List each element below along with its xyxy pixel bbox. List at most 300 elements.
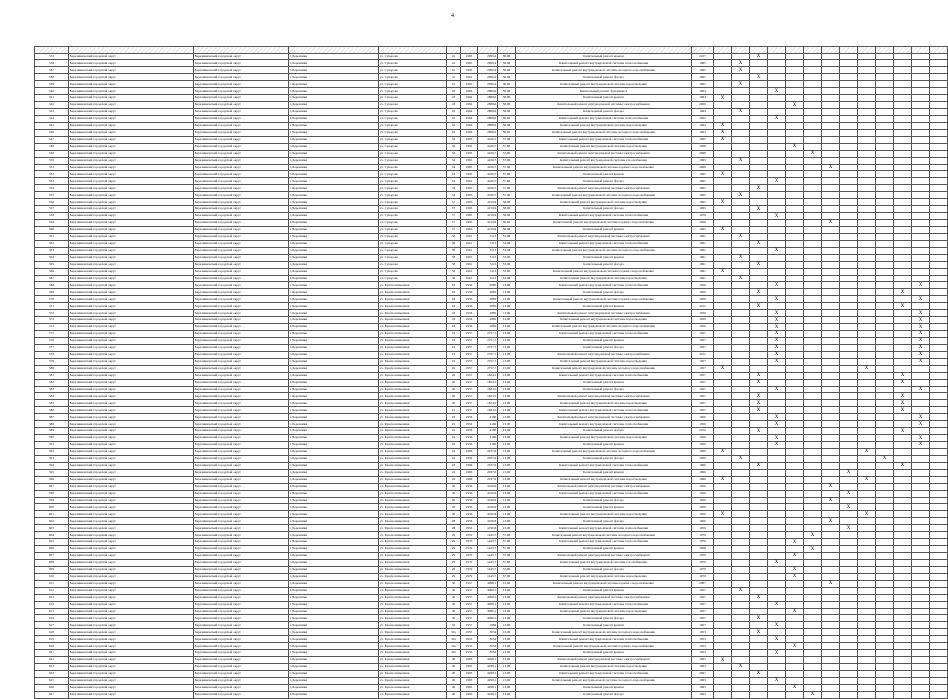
period-cell — [732, 95, 750, 102]
cell-area: 5113 — [478, 275, 498, 282]
cell-city: г. Березники — [289, 497, 379, 504]
period-cell — [840, 684, 858, 691]
cell-area: 2999,4 — [478, 60, 498, 67]
period-cell — [894, 178, 912, 185]
cell-house: 30 — [447, 580, 461, 587]
period-mark: X — [804, 150, 822, 157]
cell-district: Березниковский городской округ — [69, 351, 194, 358]
cell-plan-year: 1961 — [692, 233, 714, 240]
cell-row-number: 607 — [35, 553, 69, 560]
cell-settlement: Березниковский городской округ — [194, 143, 289, 150]
cell-year: 1965 — [461, 143, 478, 150]
cell-city: г. Березники — [289, 469, 379, 476]
cell-year: 1963 — [461, 677, 478, 684]
cell-house: 18 — [447, 317, 461, 324]
cell-area: 2888,6 — [478, 102, 498, 109]
cell-year: 1979 — [461, 546, 478, 553]
cell-year: 1966 — [461, 455, 478, 462]
cell-settlement: Березниковский городской округ — [194, 372, 289, 379]
cell-street: ул. Краснознаменная — [379, 594, 447, 601]
cell-city: г. Березники — [289, 629, 379, 636]
period-cell — [786, 594, 804, 601]
cell-plan-year: 1957 — [692, 386, 714, 393]
period-cell — [750, 622, 768, 629]
cell-plan-year: 1957 — [692, 344, 714, 351]
cell-fraction: 13,06 — [498, 344, 516, 351]
period-cell — [804, 282, 822, 289]
cell-year: 1953 — [461, 636, 478, 643]
cell-fraction: 58,06 — [498, 74, 516, 81]
period-mark: X — [714, 199, 732, 206]
period-cell — [876, 504, 894, 511]
period-cell — [930, 233, 948, 240]
cell-city: г. Березники — [289, 226, 379, 233]
period-cell — [804, 220, 822, 227]
period-cell — [804, 129, 822, 136]
period-cell — [894, 532, 912, 539]
period-cell — [786, 247, 804, 254]
period-cell — [876, 483, 894, 490]
cell-year: 1957 — [461, 615, 478, 622]
cell-plan-year: 1956 — [692, 435, 714, 442]
period-cell — [804, 636, 822, 643]
period-cell — [804, 670, 822, 677]
period-cell — [840, 122, 858, 129]
cell-district: Березниковский городской округ — [69, 407, 194, 414]
period-cell — [930, 81, 948, 88]
period-cell — [840, 580, 858, 587]
period-cell — [858, 462, 876, 469]
cell-district: Березниковский городской округ — [69, 74, 194, 81]
period-cell — [858, 358, 876, 365]
period-cell — [858, 337, 876, 344]
period-cell — [894, 296, 912, 303]
cell-settlement: Березниковский городской округ — [194, 622, 289, 629]
period-cell — [912, 164, 930, 171]
period-cell — [804, 559, 822, 566]
period-cell — [858, 303, 876, 310]
period-cell — [930, 629, 948, 636]
cell-row-number: 619 — [35, 636, 69, 643]
period-cell — [732, 324, 750, 331]
period-cell — [894, 81, 912, 88]
period-cell — [768, 455, 786, 462]
cell-city: г. Березники — [289, 587, 379, 594]
period-cell — [714, 220, 732, 227]
period-cell — [750, 455, 768, 462]
period-mark: X — [894, 372, 912, 379]
cell-plan-year: 1957 — [692, 594, 714, 601]
period-cell — [714, 109, 732, 116]
period-cell — [822, 213, 840, 220]
period-cell — [714, 462, 732, 469]
period-cell — [930, 414, 948, 421]
period-cell — [732, 580, 750, 587]
cell-settlement: Березниковский городской округ — [194, 677, 289, 684]
period-mark: X — [714, 129, 732, 136]
cell-settlement: Березниковский городской округ — [194, 483, 289, 490]
cell-district: Березниковский городской округ — [69, 53, 194, 60]
period-cell — [714, 337, 732, 344]
period-cell — [768, 143, 786, 150]
period-cell — [804, 289, 822, 296]
period-cell — [804, 74, 822, 81]
period-cell — [930, 483, 948, 490]
period-cell — [786, 442, 804, 449]
cell-city: г. Березники — [289, 559, 379, 566]
period-cell — [912, 594, 930, 601]
period-cell — [732, 497, 750, 504]
cell-settlement: Березниковский городской округ — [194, 455, 289, 462]
cell-city: г. Березники — [289, 282, 379, 289]
cell-settlement: Березниковский городской округ — [194, 490, 289, 497]
cell-fraction: 13,06 — [498, 650, 516, 657]
cell-city: г. Березники — [289, 684, 379, 691]
cell-district: Березниковский городской округ — [69, 115, 194, 122]
period-cell — [768, 268, 786, 275]
period-cell — [876, 372, 894, 379]
period-cell — [930, 407, 948, 414]
cell-district: Березниковский городской округ — [69, 171, 194, 178]
cell-house: 20 — [447, 393, 461, 400]
table-row — [35, 601, 948, 608]
cell-work-type: Капитальный ремонт фасада — [516, 74, 692, 81]
period-cell — [930, 74, 948, 81]
period-cell — [804, 622, 822, 629]
period-cell — [786, 233, 804, 240]
period-cell — [930, 587, 948, 594]
period-cell — [804, 60, 822, 67]
cell-city: г. Березники — [289, 67, 379, 74]
period-mark: X — [714, 268, 732, 275]
cell-year: 1956 — [461, 428, 478, 435]
cell-year: 1956 — [461, 303, 478, 310]
cell-fraction: 57,06 — [498, 532, 516, 539]
period-cell — [714, 296, 732, 303]
cell-district: Березниковский городской округ — [69, 358, 194, 365]
cell-district: Березниковский городской округ — [69, 254, 194, 261]
cell-fraction: 57,06 — [498, 178, 516, 185]
cell-house: 54 — [447, 150, 461, 157]
cell-fraction: 58,06 — [498, 199, 516, 206]
period-mark: X — [768, 358, 786, 365]
cell-year: 1963 — [461, 670, 478, 677]
period-cell — [786, 150, 804, 157]
cell-house: 30 — [447, 608, 461, 615]
cell-row-number: 604 — [35, 532, 69, 539]
cell-work-type: Капитальный ремонт фасада — [516, 289, 692, 296]
cell-area: 2885 — [478, 310, 498, 317]
period-cell — [732, 428, 750, 435]
period-cell — [858, 670, 876, 677]
period-cell — [930, 511, 948, 518]
period-cell — [876, 462, 894, 469]
period-cell — [786, 629, 804, 636]
period-cell — [840, 115, 858, 122]
table-row — [35, 428, 948, 435]
cell-area: 4298,1 — [478, 670, 498, 677]
period-cell — [714, 247, 732, 254]
period-cell — [876, 566, 894, 573]
period-cell — [858, 240, 876, 247]
cell-row-number: 539 — [35, 81, 69, 88]
period-cell — [876, 220, 894, 227]
cell-city: г. Березники — [289, 303, 379, 310]
period-cell — [912, 185, 930, 192]
period-cell — [732, 185, 750, 192]
period-cell — [840, 88, 858, 95]
table-row — [35, 303, 948, 310]
cell-house: 41 — [447, 53, 461, 60]
cell-district: Березниковский городской округ — [69, 324, 194, 331]
period-cell — [714, 164, 732, 171]
cell-street: ул. Суворова — [379, 199, 447, 206]
cell-house: 19 — [447, 365, 461, 372]
period-cell — [894, 476, 912, 483]
period-cell — [930, 344, 948, 351]
period-cell — [858, 233, 876, 240]
cell-area: 4166,7 — [478, 136, 498, 143]
period-cell — [750, 546, 768, 553]
period-cell — [786, 518, 804, 525]
cell-work-type: Капитальный ремонт внутридомовой системы водоотведения — [516, 573, 692, 580]
period-cell — [858, 553, 876, 560]
cell-fraction: 13,06 — [498, 310, 516, 317]
cell-district: Березниковский городской округ — [69, 386, 194, 393]
cell-row-number: 622 — [35, 657, 69, 664]
period-cell — [876, 122, 894, 129]
period-cell — [786, 455, 804, 462]
cell-district: Березниковский городской округ — [69, 88, 194, 95]
cell-house: 58 — [447, 261, 461, 268]
cell-settlement: Березниковский городской округ — [194, 226, 289, 233]
period-cell — [876, 53, 894, 60]
cell-city: г. Березники — [289, 664, 379, 671]
period-mark: X — [840, 525, 858, 532]
cell-district: Березниковский городской округ — [69, 157, 194, 164]
period-cell — [876, 379, 894, 386]
period-cell — [858, 629, 876, 636]
period-cell — [786, 310, 804, 317]
table-row — [35, 351, 948, 358]
cell-house: 54 — [447, 157, 461, 164]
period-cell — [804, 629, 822, 636]
cell-row-number: 565 — [35, 261, 69, 268]
cell-district: Березниковский городской округ — [69, 400, 194, 407]
period-cell — [822, 81, 840, 88]
period-cell — [822, 650, 840, 657]
table-row — [35, 511, 948, 518]
cell-city: г. Березники — [289, 102, 379, 109]
table-row — [35, 60, 948, 67]
period-cell — [840, 303, 858, 310]
cell-area: 4159,9 — [478, 199, 498, 206]
period-cell — [858, 344, 876, 351]
cell-district: Березниковский городской округ — [69, 546, 194, 553]
period-cell — [804, 442, 822, 449]
period-cell — [930, 171, 948, 178]
period-cell — [786, 393, 804, 400]
cell-plan-year: 1957 — [692, 379, 714, 386]
cell-street: ул. Суворова — [379, 268, 447, 275]
cell-plan-year: 1957 — [692, 601, 714, 608]
cell-work-type: Капитальный ремонт внутридомовой системы водоотведения — [516, 143, 692, 150]
period-cell — [786, 157, 804, 164]
table-row — [35, 268, 948, 275]
table-row — [35, 233, 948, 240]
table-row — [35, 358, 948, 365]
cell-fraction: 13,06 — [498, 601, 516, 608]
cell-settlement: Березниковский городской округ — [194, 261, 289, 268]
period-cell — [768, 476, 786, 483]
period-cell — [714, 351, 732, 358]
cell-fraction: 13,06 — [498, 469, 516, 476]
period-cell — [732, 448, 750, 455]
period-cell — [786, 587, 804, 594]
table-row — [35, 414, 948, 421]
table-row — [35, 240, 948, 247]
cell-house: 41 — [447, 60, 461, 67]
period-cell — [768, 539, 786, 546]
cell-settlement: Березниковский городской округ — [194, 608, 289, 615]
period-mark: X — [768, 115, 786, 122]
period-cell — [858, 67, 876, 74]
cell-plan-year: 1966 — [692, 469, 714, 476]
cell-street: ул. Суворова — [379, 53, 447, 60]
cell-district: Березниковский городской округ — [69, 122, 194, 129]
period-cell — [714, 81, 732, 88]
period-cell — [732, 268, 750, 275]
period-cell — [822, 171, 840, 178]
period-cell — [858, 518, 876, 525]
cell-work-type: Капитальный ремонт внутридомовой системы водоотведения — [516, 511, 692, 518]
cell-city: г. Березники — [289, 192, 379, 199]
period-cell — [822, 289, 840, 296]
period-cell — [714, 643, 732, 650]
table-row — [35, 171, 948, 178]
cell-row-number: 561 — [35, 233, 69, 240]
period-cell — [750, 136, 768, 143]
cell-plan-year: 1956 — [692, 421, 714, 428]
cell-city: г. Березники — [289, 608, 379, 615]
period-mark: X — [786, 539, 804, 546]
period-cell — [912, 261, 930, 268]
period-cell — [786, 490, 804, 497]
period-cell — [822, 532, 840, 539]
cell-city: г. Березники — [289, 476, 379, 483]
cell-street: ул. Краснознаменная — [379, 372, 447, 379]
table-row — [35, 400, 948, 407]
cell-area: 1824,5 — [478, 400, 498, 407]
cell-plan-year: 2008 — [692, 150, 714, 157]
period-cell — [714, 546, 732, 553]
period-cell — [750, 643, 768, 650]
period-cell — [732, 684, 750, 691]
cell-work-type: Капитальный ремонт внутридомовой системы теплоснабжения — [516, 240, 692, 247]
cell-city: г. Березники — [289, 247, 379, 254]
period-cell — [894, 275, 912, 282]
table-row — [35, 109, 948, 116]
cell-city: г. Березники — [289, 109, 379, 116]
cell-row-number: 605 — [35, 539, 69, 546]
period-cell — [768, 220, 786, 227]
cell-fraction: 13,06 — [498, 636, 516, 643]
cell-house: 18 — [447, 303, 461, 310]
period-cell — [822, 337, 840, 344]
period-mark: X — [714, 122, 732, 129]
period-cell — [732, 178, 750, 185]
period-cell — [714, 206, 732, 213]
period-cell — [894, 636, 912, 643]
period-mark: X — [840, 469, 858, 476]
period-cell — [894, 414, 912, 421]
period-cell — [732, 504, 750, 511]
cell-plan-year: 1961 — [692, 268, 714, 275]
cell-fraction: 57,06 — [498, 157, 516, 164]
period-cell — [804, 358, 822, 365]
period-cell — [858, 657, 876, 664]
period-cell — [786, 303, 804, 310]
cell-area: 4098,1 — [478, 615, 498, 622]
period-cell — [714, 115, 732, 122]
period-cell — [840, 351, 858, 358]
period-cell — [858, 213, 876, 220]
cell-settlement: Березниковский городской округ — [194, 136, 289, 143]
period-mark: X — [912, 435, 930, 442]
period-cell — [822, 129, 840, 136]
period-cell — [876, 532, 894, 539]
table-row — [35, 289, 948, 296]
cell-year: 1979 — [461, 566, 478, 573]
cell-fraction: 53,06 — [498, 268, 516, 275]
period-cell — [732, 282, 750, 289]
cell-city: г. Березники — [289, 400, 379, 407]
period-cell — [840, 317, 858, 324]
period-cell — [822, 199, 840, 206]
cell-house: 41 — [447, 74, 461, 81]
table-row — [35, 525, 948, 532]
cell-city: г. Березники — [289, 136, 379, 143]
period-cell — [912, 226, 930, 233]
cell-fraction: 13,06 — [498, 289, 516, 296]
cell-row-number: 581 — [35, 372, 69, 379]
period-cell — [894, 337, 912, 344]
period-cell — [840, 150, 858, 157]
period-cell — [876, 400, 894, 407]
table-row — [35, 372, 948, 379]
period-cell — [750, 268, 768, 275]
period-cell — [840, 664, 858, 671]
cell-settlement: Березниковский городской округ — [194, 414, 289, 421]
cell-year: 1956 — [461, 310, 478, 317]
period-cell — [732, 573, 750, 580]
period-cell — [894, 344, 912, 351]
period-mark: X — [822, 580, 840, 587]
period-cell — [786, 511, 804, 518]
cell-work-type: Капитальный ремонт внутридомовой системы горячего водоснабжения — [516, 580, 692, 587]
cell-work-type: Капитальный ремонт внутридомовой системы электроснабжения — [516, 351, 692, 358]
period-cell — [876, 546, 894, 553]
period-cell — [876, 81, 894, 88]
period-cell — [786, 615, 804, 622]
cell-house: 21 — [447, 407, 461, 414]
cell-plan-year: 1957 — [692, 400, 714, 407]
cell-house: 30 — [447, 594, 461, 601]
cell-house: 26 — [447, 497, 461, 504]
cell-plan-year: 1965 — [692, 67, 714, 74]
cell-fraction: 58,06 — [498, 129, 516, 136]
period-cell — [894, 365, 912, 372]
